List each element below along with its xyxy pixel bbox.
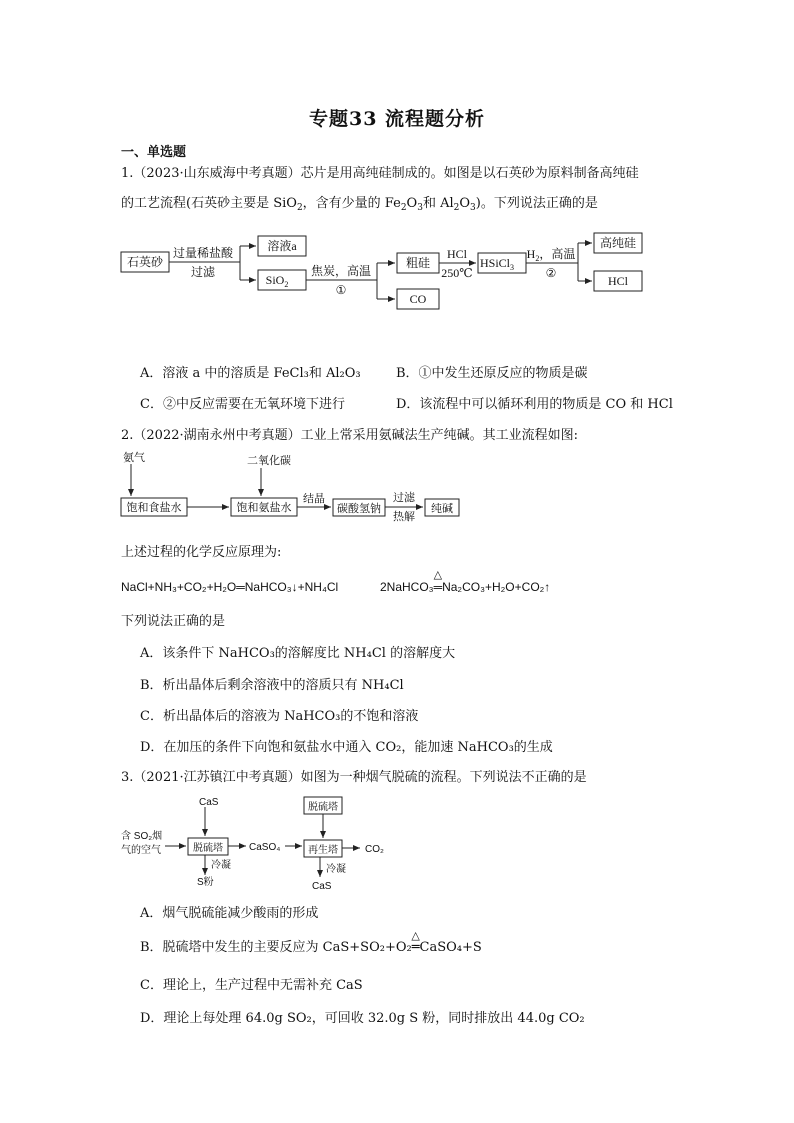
- q3-tower2-label: 再生塔: [308, 845, 338, 856]
- q1-stem-part: O: [406, 196, 418, 211]
- q2-flow-diagram: [115, 450, 475, 522]
- q1-stem-line1: 1.（2023·山东威海中考真题）芯片是用高纯硅制成的。如图是以石英砂为原料制备高纯硅: [121, 166, 639, 181]
- q1-option-a[interactable]: A．溶液 a 中的溶质是 FeCl₃和 Al₂O₃: [140, 366, 361, 381]
- q1-hcl-reagent: HCl: [446, 247, 468, 261]
- q1-pure-label: 高纯硅: [599, 236, 637, 250]
- q3-co2-label: CO₂: [365, 844, 384, 855]
- q1-flow-diagram: [115, 228, 675, 320]
- q2-stem: 2.（2022·湖南永州中考真题）工业上常采用氨碱法生产纯碱。其工业流程如图:: [121, 428, 578, 443]
- svg-text:HSiCl3: HSiCl$_3$: [479, 256, 515, 272]
- q1-step1-label: ①: [335, 283, 347, 297]
- q2-option-d[interactable]: D．在加压的条件下向饱和氨盐水中通入 CO₂，能加速 NaHCO₃的生成: [140, 740, 553, 755]
- q2-option-c[interactable]: C．析出晶体后的溶液为 NaHCO₃的不饱和溶液: [140, 709, 419, 724]
- q1-temp-label: 250℃: [441, 266, 473, 280]
- q1-stem-line2: 的工艺流程(石英砂主要是 SiO$_2$，含有少量的 $Fe_2O_3$和 $Al_2O_3$)。下列说法正确的是: [121, 196, 598, 213]
- q2-co2-label: 二氧化碳: [247, 455, 291, 467]
- q2-ammonia-label: 氨气: [123, 452, 145, 464]
- q2-crystal-label: 结晶: [303, 493, 325, 505]
- q2-heat-label: 热解: [393, 511, 415, 522]
- q2-filter-label: 过滤: [393, 492, 415, 504]
- q1-stem-part: O: [459, 196, 471, 211]
- q1-quartz-label: 石英砂: [126, 255, 164, 269]
- q3-stem: 3.（2021·江苏镇江中考真题）如图为一种烟气脱硫的流程。下列说法不正确的是: [121, 770, 587, 785]
- q3-optb-left: B．脱硫塔中发生的主要反应为 CaS+SO₂+O₂: [140, 940, 412, 955]
- q2-eq2-left: 2NaHCO₃: [380, 580, 434, 594]
- page-title: 专题33 流程题分析: [308, 108, 486, 130]
- q3-flue-label-2: 气的空气: [121, 845, 161, 856]
- q1-step2-label: ②: [545, 266, 557, 280]
- q1-sio2-label: SiO: [265, 273, 285, 287]
- q3-tower1-input-label: 脱硫塔: [308, 802, 338, 813]
- q2-nahco3-label: 碳酸氢钠: [337, 503, 381, 515]
- section-heading: 一、单选题: [121, 145, 187, 160]
- q3-option-b[interactable]: [140, 929, 482, 957]
- svg-text:H2，高温: $H_2$，高温: [526, 247, 576, 263]
- q3-flue-label-1: 含 SO₂烟: [121, 831, 163, 842]
- q1-hsicl3-label: HSiCl: [479, 256, 511, 270]
- q1-stem-part: 和 Al: [422, 196, 454, 211]
- delta-symbol: △: [411, 929, 420, 942]
- q1-stem-part: 的工艺流程(石英砂主要是 SiO: [121, 196, 297, 211]
- q2-equation-2: [380, 569, 551, 596]
- q3-cas-out-label: CaS: [312, 881, 332, 892]
- q3-caso4-label: CaSO₄: [249, 842, 281, 853]
- q1-solution-label: 溶液a: [267, 239, 297, 253]
- q1-option-b[interactable]: B．①中发生还原反应的物质是碳: [396, 366, 588, 381]
- q1-acid-label: 过量稀盐酸: [172, 246, 234, 260]
- q3-optb-sign: △ ═: [411, 929, 420, 955]
- q2-soda-label: 纯碱: [431, 503, 453, 515]
- q2-option-b[interactable]: B．析出晶体后剩余溶液中的溶质只有 NH₄Cl: [140, 678, 404, 693]
- q3-optb-right: CaSO₄+S: [419, 940, 482, 955]
- q1-stem-part: )。下列说法正确的是: [475, 196, 598, 211]
- q1-filter-label: 过滤: [190, 265, 216, 279]
- q3-cas-in-label: CaS: [199, 797, 219, 808]
- q2-principle: 上述过程的化学反应原理为:: [121, 545, 282, 560]
- q3-cool-label-2: 冷凝: [326, 864, 346, 875]
- q2-ammonia-brine-label: 饱和氨盐水: [236, 502, 292, 514]
- q2-option-a[interactable]: A．该条件下 NaHCO₃的溶解度比 NH₄Cl 的溶解度大: [140, 646, 456, 661]
- q3-tower1-label: 脱硫塔: [193, 843, 223, 854]
- q1-co-label: CO: [409, 292, 427, 306]
- q3-option-a[interactable]: A．烟气脱硫能减少酸雨的形成: [140, 906, 319, 921]
- q3-option-d[interactable]: D．理论上每处理 64.0g SO₂，可回收 32.0g S 粉，同时排放出 44.0g CO₂: [140, 1011, 585, 1026]
- q2-eq2-right: Na₂CO₃+H₂O+CO₂↑: [442, 580, 551, 594]
- q2-ask: 下列说法正确的是: [121, 614, 226, 629]
- q1-stem-part: ，含有少量的 Fe: [302, 196, 401, 211]
- q1-hcl-out-label: HCl: [607, 274, 629, 288]
- q1-h2-cond: ，高温: [539, 247, 576, 261]
- q1-option-d[interactable]: D．该流程中可以循环利用的物质是 CO 和 HCl: [396, 397, 673, 412]
- q1-h2-label: H: [526, 247, 536, 261]
- q3-flow-diagram: [115, 795, 405, 895]
- q1-crude-label: 粗硅: [405, 256, 431, 270]
- q3-option-c[interactable]: C．理论上，生产过程中无需补充 CaS: [140, 978, 363, 993]
- delta-symbol: △: [433, 569, 443, 581]
- svg-text:SiO2: SiO$_2$: [265, 273, 289, 289]
- q1-option-c[interactable]: C．②中反应需要在无氧环境下进行: [140, 397, 345, 412]
- q3-s-label: S粉: [197, 877, 214, 888]
- q2-eq2-sign: △ ═: [434, 578, 443, 596]
- q3-cool-label-1: 冷凝: [211, 860, 231, 871]
- q2-brine-label: 饱和食盐水: [126, 502, 182, 514]
- q2-equation-1: NaCl+NH₃+CO₂+H₂O═NaHCO₃↓+NH₄Cl: [121, 580, 339, 594]
- q1-coke-label: 焦炭，高温: [310, 264, 372, 278]
